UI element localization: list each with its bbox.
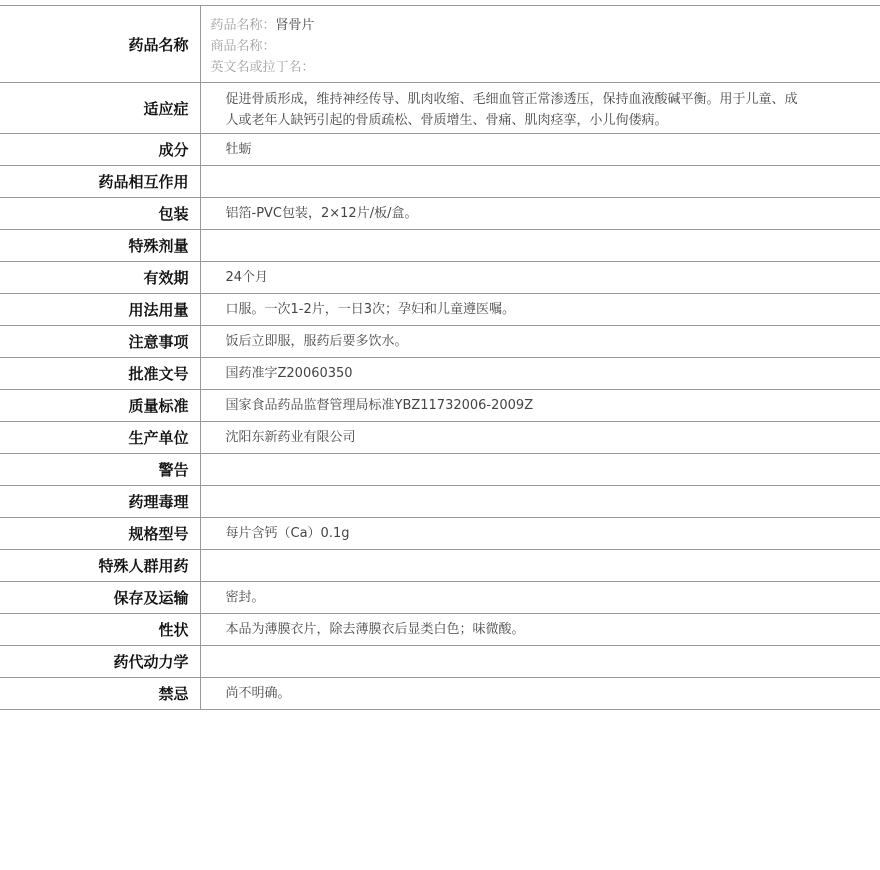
row-warning — [0, 454, 880, 486]
row-label: 药理毒理 — [0, 486, 200, 518]
row-contraindications — [0, 678, 880, 710]
row-label: 保存及运输 — [0, 582, 200, 614]
row-label: 用法用量 — [0, 294, 200, 326]
row-special-populations — [0, 550, 880, 582]
row-label: 性状 — [0, 614, 200, 646]
row-value: 国药准字Z20060350 — [200, 358, 880, 390]
row-value: 国家食品药品监督管理局标准YBZ11732006-2009Z — [200, 390, 880, 422]
row-label: 警告 — [0, 454, 200, 486]
row-manufacturer — [0, 422, 880, 454]
row-label: 质量标准 — [0, 390, 200, 422]
row-label: 规格型号 — [0, 518, 200, 550]
row-value: 密封。 — [200, 582, 880, 614]
row-indications — [0, 83, 880, 134]
row-ingredients — [0, 134, 880, 166]
row-label: 药品名称 — [0, 6, 200, 83]
name-key: 药品名称： — [210, 18, 276, 33]
row-storage — [0, 582, 880, 614]
row-value: 沈阳东新药业有限公司 — [200, 422, 880, 454]
row-value — [200, 550, 880, 582]
row-value — [200, 230, 880, 262]
row-approval-number — [0, 358, 880, 390]
row-value: 24个月 — [200, 262, 880, 294]
name-line-brand — [211, 36, 801, 57]
row-label: 禁忌 — [0, 678, 200, 710]
row-specification — [0, 518, 880, 550]
row-label: 特殊剂量 — [0, 230, 200, 262]
row-description — [0, 614, 880, 646]
row-label: 包装 — [0, 198, 200, 230]
row-value: 促进骨质形成，维持神经传导、肌肉收缩、毛细血管正常渗透压，保持血液酸碱平衡。用于儿童、成人或老年人缺钙引起的骨质疏松、骨质增生、骨痛、肌肉痉挛，小儿佝偻病。 — [200, 83, 880, 134]
row-dosage — [0, 294, 880, 326]
name-key: 英文名或拉丁名： — [210, 60, 315, 75]
name-block — [200, 6, 880, 83]
row-precautions — [0, 326, 880, 358]
row-value: 口服。一次1-2片，一日3次；孕妇和儿童遵医嘱。 — [200, 294, 880, 326]
name-line-generic — [211, 15, 801, 36]
row-shelf-life — [0, 262, 880, 294]
name-key: 商品名称： — [210, 39, 276, 54]
row-value: 本品为薄膜衣片，除去薄膜衣后显类白色；味微酸。 — [200, 614, 880, 646]
row-label: 批准文号 — [0, 358, 200, 390]
name-value: 肾骨片 — [275, 18, 315, 33]
row-label: 药品相互作用 — [0, 166, 200, 198]
row-value: 铝箔-PVC包装，2×12片/板/盒。 — [200, 198, 880, 230]
drug-spec-table — [0, 5, 880, 710]
row-quality-standard — [0, 390, 880, 422]
row-value — [200, 486, 880, 518]
row-pharmacology — [0, 486, 880, 518]
row-value: 尚不明确。 — [200, 678, 880, 710]
name-line-latin — [211, 57, 801, 78]
row-label: 注意事项 — [0, 326, 200, 358]
row-label: 适应症 — [0, 83, 200, 134]
row-value: 每片含钙（Ca）0.1g — [200, 518, 880, 550]
row-label: 生产单位 — [0, 422, 200, 454]
row-value — [200, 646, 880, 678]
row-packaging — [0, 198, 880, 230]
row-value — [200, 166, 880, 198]
row-pharmacokinetics — [0, 646, 880, 678]
row-interactions — [0, 166, 880, 198]
row-label: 有效期 — [0, 262, 200, 294]
row-drug-name — [0, 6, 880, 83]
row-label: 成分 — [0, 134, 200, 166]
row-special-dosage — [0, 230, 880, 262]
row-value: 饭后立即服，服药后要多饮水。 — [200, 326, 880, 358]
row-label: 特殊人群用药 — [0, 550, 200, 582]
row-value — [200, 454, 880, 486]
row-label: 药代动力学 — [0, 646, 200, 678]
row-value: 牡蛎 — [200, 134, 880, 166]
